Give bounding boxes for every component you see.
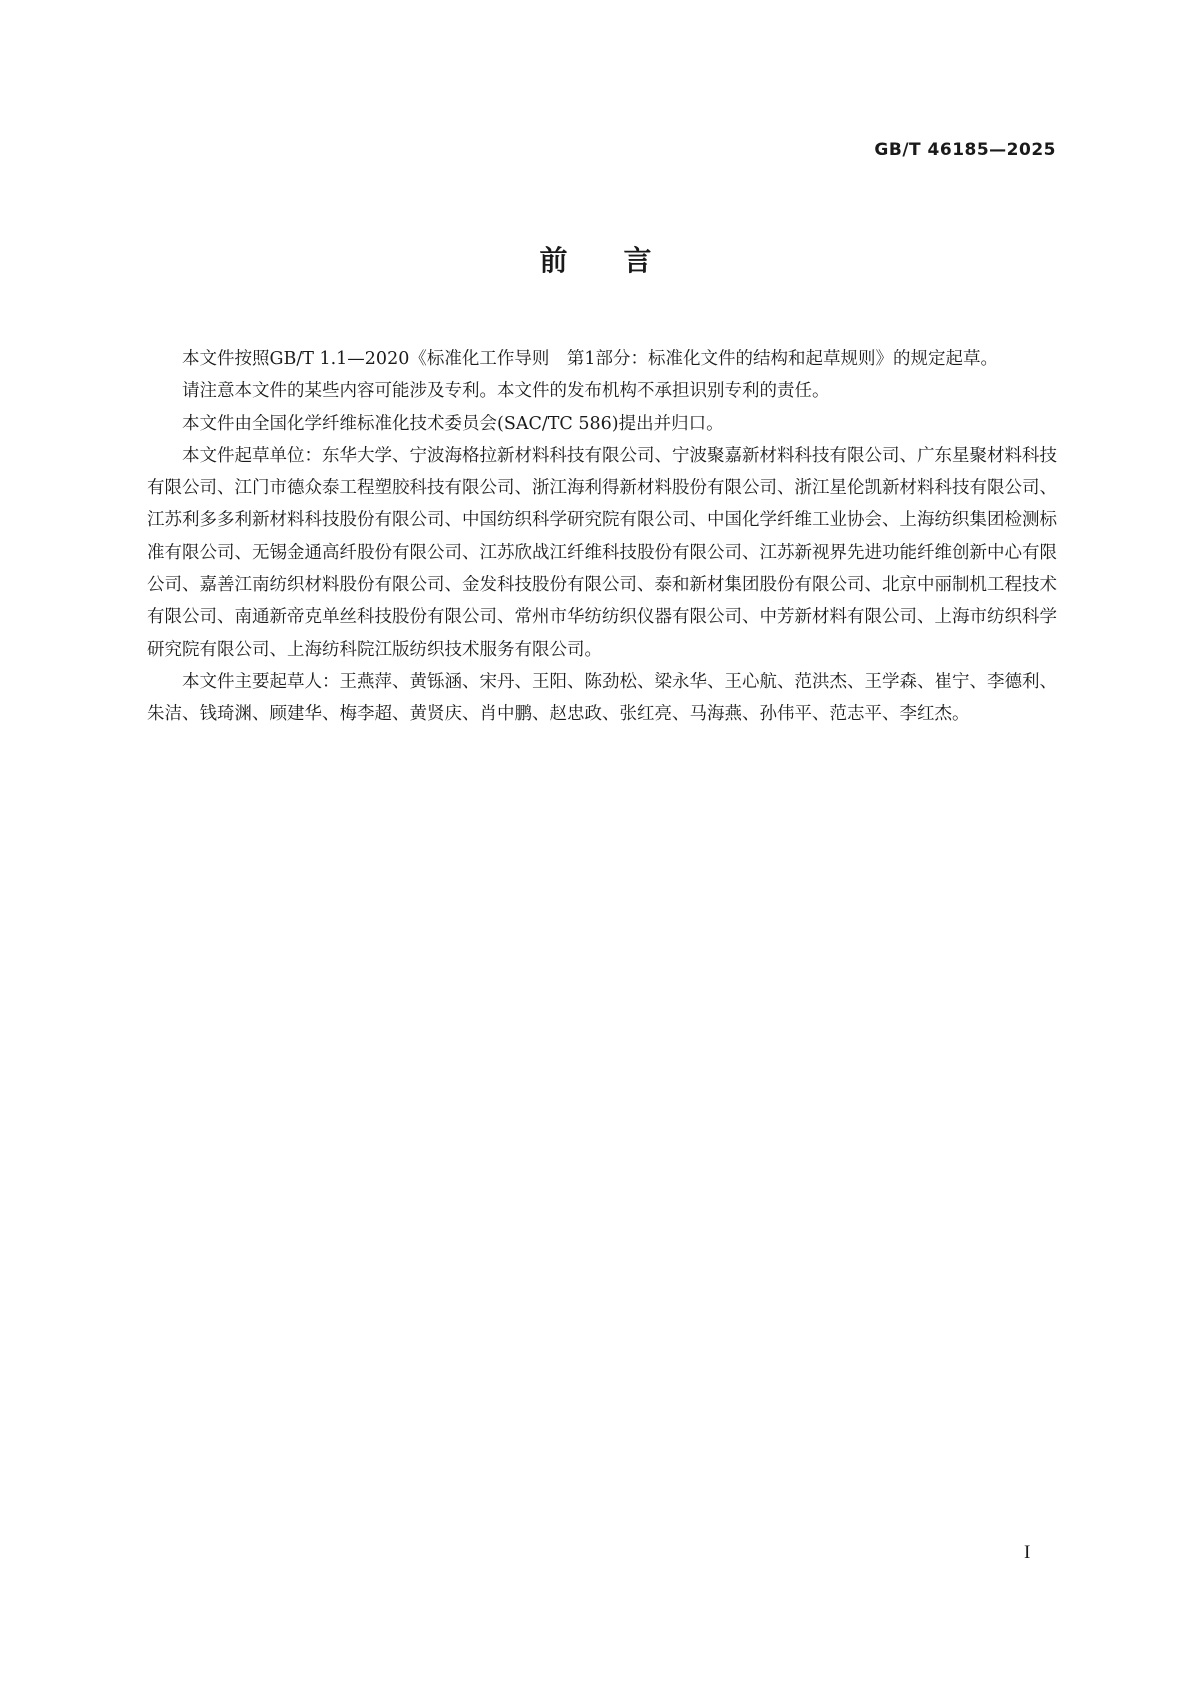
paragraph-patent-notice: 请注意本文件的某些内容可能涉及专利。本文件的发布机构不承担识别专利的责任。: [182, 381, 830, 402]
paragraph-drafting-rules: 本文件按照GB/T 1.1—2020《标准化工作导则 第1部分：标准化文件的结构和起草规则》的规定起草。: [182, 349, 998, 369]
foreword-body: [147, 343, 1057, 731]
page-title: 前言: [539, 244, 708, 277]
paragraph-drafting-units: 本文件起草单位：东华大学、宁波海格拉新材料科技有限公司、宁波聚嘉新材料科技有限公司、广东星聚材料科技有限公司、江门市德众泰工程塑胶科技有限公司、浙江海利得新材料股份有限公司、浙江星伦凯新材料科技有限公司、江苏利多多利新材料科技股份有限公司、中国纺织科学研究院有限公司、中国化学纤维工业协会、上海纺织集团检测标准有限公司、无锡金通高纤股份有限公司、江苏欣战江纤维科技股份有限公司、江苏新视界先进功能纤维创新中心有限公司、嘉善江南纺织材料股份有限公司、金发科技股份有限公司、泰和新材集团股份有限公司、北京中丽制机工程技术有限公司、南通新帝克单丝科技股份有限公司、常州市华纺纺织仪器有限公司、中芳新材料有限公司、上海市纺织科学研究院有限公司、上海纺科院江版纺织技术服务有限公司。: [147, 445, 1057, 660]
page-number: I: [1024, 1542, 1031, 1563]
paragraph-proposing-committee: 本文件由全国化学纤维标准化技术委员会(SAC/TC 586)提出并归口。: [182, 413, 724, 434]
paragraph-main-drafters: 本文件主要起草人：王燕萍、黄铄涵、宋丹、王阳、陈劲松、梁永华、王心航、范洪杰、王学森、崔宁、李德利、朱洁、钱琦渊、顾建华、梅李超、黄贤庆、肖中鹏、赵忠政、张红亮、马海燕、孙伟平、范志平、李红杰。: [147, 671, 1057, 725]
document-code: GB/T 46185—2025: [874, 140, 1056, 160]
